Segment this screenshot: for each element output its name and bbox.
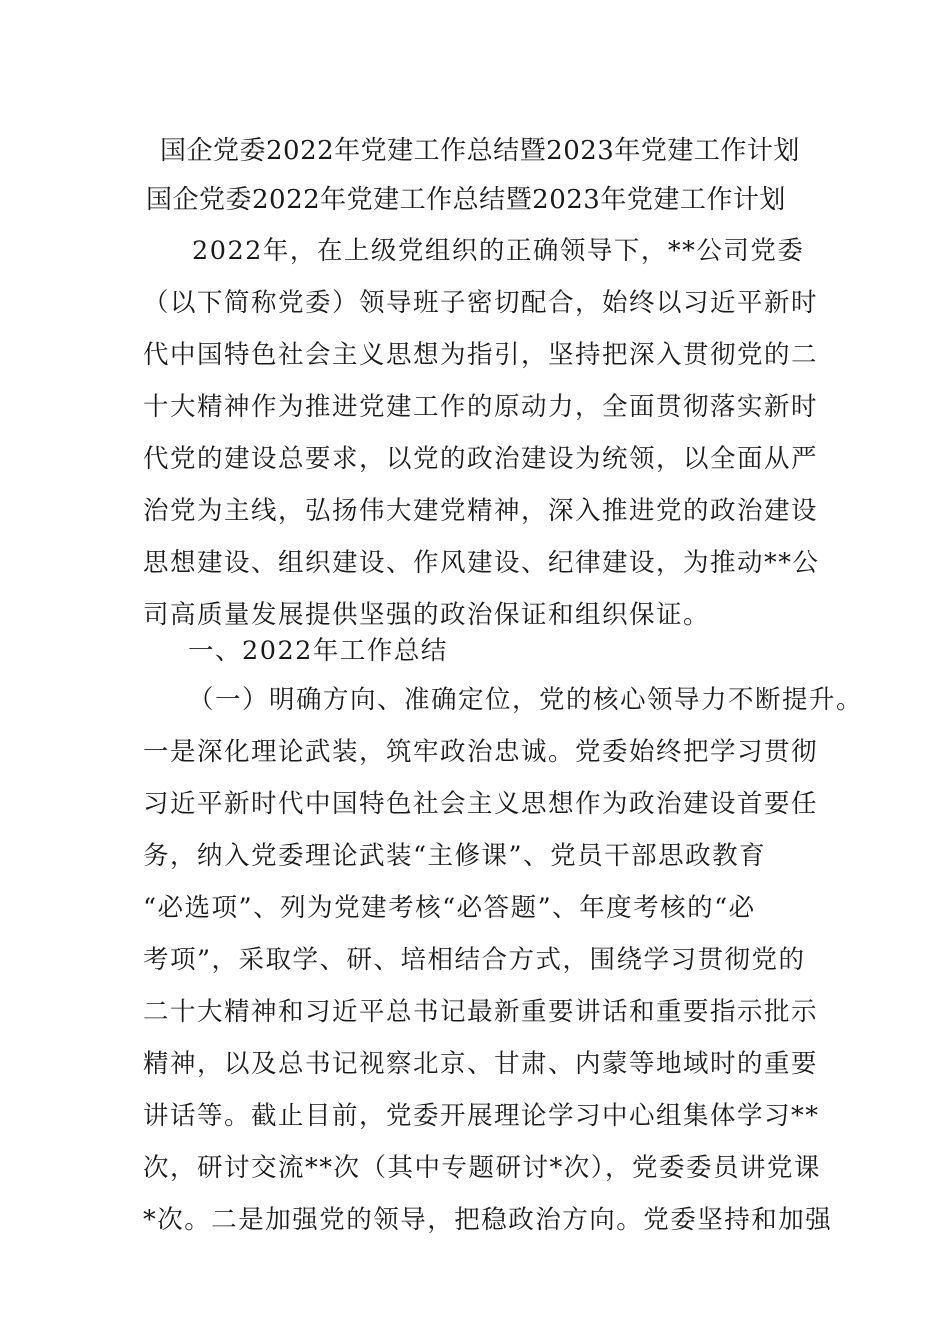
- paragraph-line: 务，纳入党委理论武装“主修课”、党员干部思政教育: [143, 841, 767, 871]
- document-title-repeat: 国企党委2022年党建工作总结暨2023年党建工作计划: [146, 185, 786, 215]
- paragraph-line: 二十大精神和习近平总书记最新重要讲话和重要指示批示: [143, 997, 819, 1027]
- paragraph-line: 一是深化理论武装，筑牢政治忠诚。党委始终把学习贯彻: [143, 737, 819, 767]
- paragraph-line: 代中国特色社会主义思想为指引，坚持把深入贯彻党的二: [143, 340, 819, 370]
- subsection-heading: （一）明确方向、准确定位，党的核心领导力不断提升。: [188, 685, 864, 715]
- paragraph-line: 次，研讨交流**次（其中专题研讨*次），党委委员讲党课: [143, 1153, 822, 1183]
- paragraph-line: 十大精神作为推进党建工作的原动力，全面贯彻落实新时: [143, 392, 819, 422]
- paragraph-line: *次。二是加强党的领导，把稳政治方向。党委坚持和加强: [143, 1205, 833, 1235]
- paragraph-line: 习近平新时代中国特色社会主义思想作为政治建设首要任: [143, 789, 819, 819]
- paragraph-line: 讲话等。截止目前，党委开展理论学习中心组集体学习**: [143, 1101, 820, 1131]
- paragraph-line: 精神，以及总书记视察北京、甘肃、内蒙等地域时的重要: [143, 1049, 819, 1079]
- paragraph-line: 考项”，采取学、研、培相结合方式，围绕学习贯彻党的: [143, 945, 806, 975]
- paragraph-line: “必选项”、列为党建考核“必答题”、年度考核的“必: [143, 893, 756, 923]
- paragraph-line: 代党的建设总要求，以党的政治建设为统领，以全面从严: [143, 444, 819, 474]
- paragraph-line: 思想建设、组织建设、作风建设、纪律建设，为推动**公: [143, 548, 820, 578]
- document-title: 国企党委2022年党建工作总结暨2023年党建工作计划: [160, 136, 800, 166]
- section-heading: 一、2022年工作总结: [188, 636, 448, 666]
- paragraph-line: 治党为主线，弘扬伟大建党精神，深入推进党的政治建设: [143, 496, 819, 526]
- paragraph-line: 司高质量发展提供坚强的政治保证和组织保证。: [143, 600, 711, 630]
- paragraph-line: （以下简称党委）领导班子密切配合，始终以习近平新时: [143, 288, 819, 318]
- paragraph-line: 2022年，在上级党组织的正确领导下，**公司党委: [192, 236, 805, 266]
